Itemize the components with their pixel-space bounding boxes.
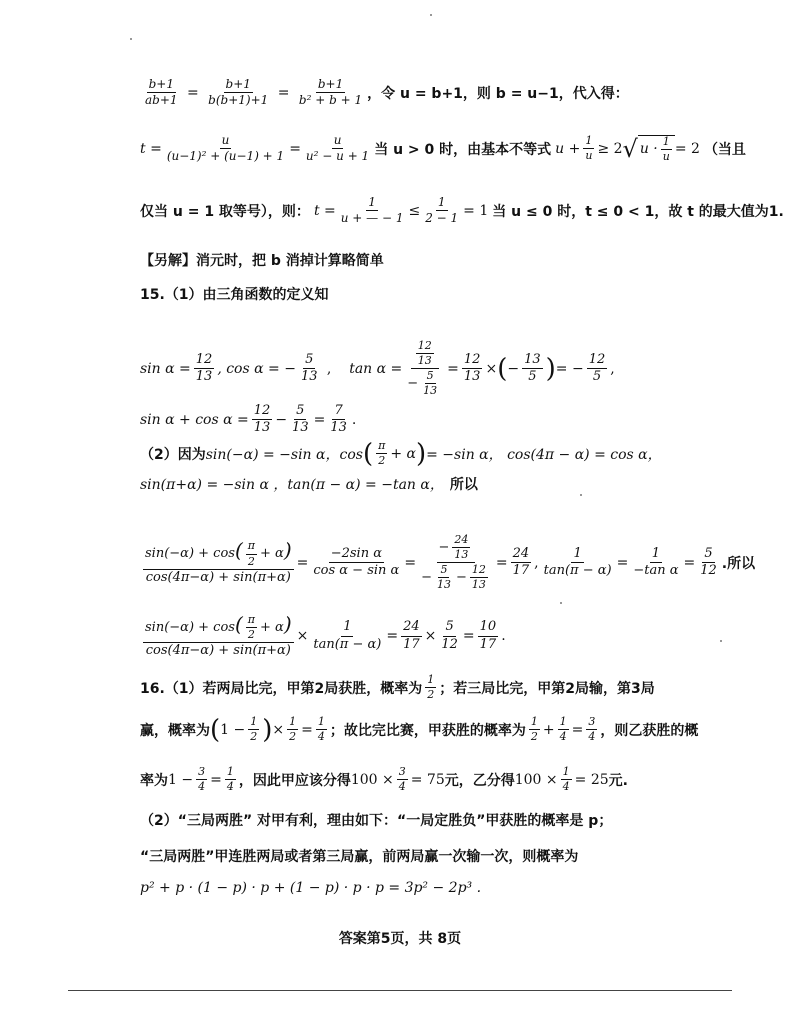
compound-fraction-tan: $\frac{12}{13}$ − $\frac{5}{13}$	[407, 339, 438, 398]
line-q15-2-identities: （2）因为 sin(−α) = −sin α，cos ( $\frac{\pi}{2}$ + α ) = −sin α， cos(4π − α) = cos α，	[140, 438, 662, 469]
compound-fraction-24: − $\frac{24}{13}$ − $\frac{5}{13}$ − $\frac{12}{13}$	[421, 533, 486, 592]
line-big-fraction: sin(−α) + cos( $\frac{\pi}{2}$ + α) cos(4π−α) + sin(π+α) = $\frac{\text{−2sin α}}{\text{cos α − sin α}}$ = − $\frac{24}{13}$ − $\frac{5}{13}$ − $\frac{12}{13}$ = $\frac{24}{17}$ , $\frac{1}{\tan(\pi - \alpha)}$ = $\frac{1}{\text{−tan α}}$ = $\frac{5}{12}$ .所以	[145, 533, 756, 592]
frac-u-over-den2: $\frac{u}{\text{u² − u + 1}}$	[305, 133, 370, 164]
frac-b1-over-bb11: $\frac{b+1}{b(b+1)+1}$	[208, 77, 269, 108]
frac-b1-over-ab1: $\frac{b+1}{ab+1}$	[145, 77, 178, 108]
line-substitution: $\frac{b+1}{ab+1}$ = $\frac{b+1}{b(b+1)+1}$ = $\frac{b+1}{\text{b² + b + 1}}$ ，令 u = b+1，则 b = u−1，代入得：	[145, 77, 629, 108]
line-sin-plus-cos: sin α + cos α = $\frac{12}{13}$ − $\frac{5}{13}$ = $\frac{7}{13}$ .	[140, 403, 357, 436]
q16-probability-formula: p² + p · (1 − p) · p + (1 − p) · p · p = 3p² − 2p³ .	[140, 880, 482, 896]
q16-line-1: 16.（1）若两局比完，甲第2局获胜，概率为 $\frac{1}{2}$ ；若三局比完，甲第2局输，第3局	[140, 673, 655, 702]
line-sin-cos-tan: sin α = $\frac{12}{13}$ , cos α = − $\frac{5}{13}$ , tan α = $\frac{12}{13}$ − $\frac{5}{13}$ = $\frac{12}{13}$ × ( − $\frac{13}{5}$ ) = − $\frac{12}{5}$ ,	[140, 339, 615, 398]
line-q15-2-identities-2: sin(π+α) = −sin α ，tan(π − α) = −tan α， 所以	[140, 477, 478, 493]
big-fraction-numerator-denominator: sin(−α) + cos( $\frac{\pi}{2}$ + α) cos(4π−α) + sin(π+α)	[145, 538, 292, 585]
q16-line-5: “三局两胜”甲连胜两局或者第三局赢，前两局赢一次输一次，则概率为	[140, 849, 579, 865]
line-t-expression: t = $\frac{u}{\text{(u−1)² + (u−1) + 1}}$ = $\frac{u}{\text{u² − u + 1}}$ 当 u > 0 时，由基本不等式 u + $\frac{1}{u}$ ≥ 2 √ u · $\frac{1}{u}$ = 2 （当且	[140, 133, 746, 164]
frac-u-over-den1: $\frac{u}{\text{(u−1)² + (u−1) + 1}}$	[166, 133, 285, 164]
line-product-result: sin(−α) + cos( $\frac{\pi}{2}$ + α) cos(4π−α) + sin(π+α) × $\frac{1}{\tan(\pi - \alpha)}$ = $\frac{24}{17}$ × $\frac{5}{12}$ = $\frac{10}{17}$ .	[145, 612, 506, 659]
q16-line-4: （2）“三局两胜” 对甲有利，理由如下：“一局定胜负”甲获胜的概率是 p；	[140, 813, 613, 829]
line-max-value: 仅当 u = 1 取等号），则： t = $\frac{1}{u + — - 1}$ ≤ $\frac{1}{2 - 1}$ = 1 当 u ≤ 0 时，t ≤ 0 < 1，故 t 的最大值为1.	[140, 195, 784, 226]
q16-line-3: 率为 1 − $\frac{3}{4}$ = $\frac{1}{4}$ ，因此甲应该分得 100 × $\frac{3}{4}$ = 75 元，乙分得 100 × $\frac{1}{4}$ = 25 元.	[140, 765, 628, 794]
page-number-footer: 答案第5页，共 8页	[338, 931, 462, 947]
substitution-text: ，令 u = b+1，则 b = u−1，代入得：	[367, 85, 629, 102]
q15-heading: 15.（1）由三角函数的定义知	[140, 287, 329, 303]
alt-solution-note: 【另解】消元时，把 b 消掉计算略简单	[140, 253, 384, 269]
inequality-text: 当 u > 0 时，由基本不等式	[374, 141, 552, 158]
frac-b1-over-b2b1: $\frac{b+1}{\text{b² + b + 1}}$	[298, 77, 363, 108]
bottom-rule	[68, 990, 732, 991]
q16-line-2: 赢，概率为 ( 1 − $\frac{1}{2}$ ) × $\frac{1}{2}$ = $\frac{1}{4}$ ；故比完比赛，甲获胜的概率为 $\frac{1}{2}$ + $\frac{1}{4}$ = $\frac{3}{4}$ ，则乙获胜的概	[140, 714, 699, 745]
